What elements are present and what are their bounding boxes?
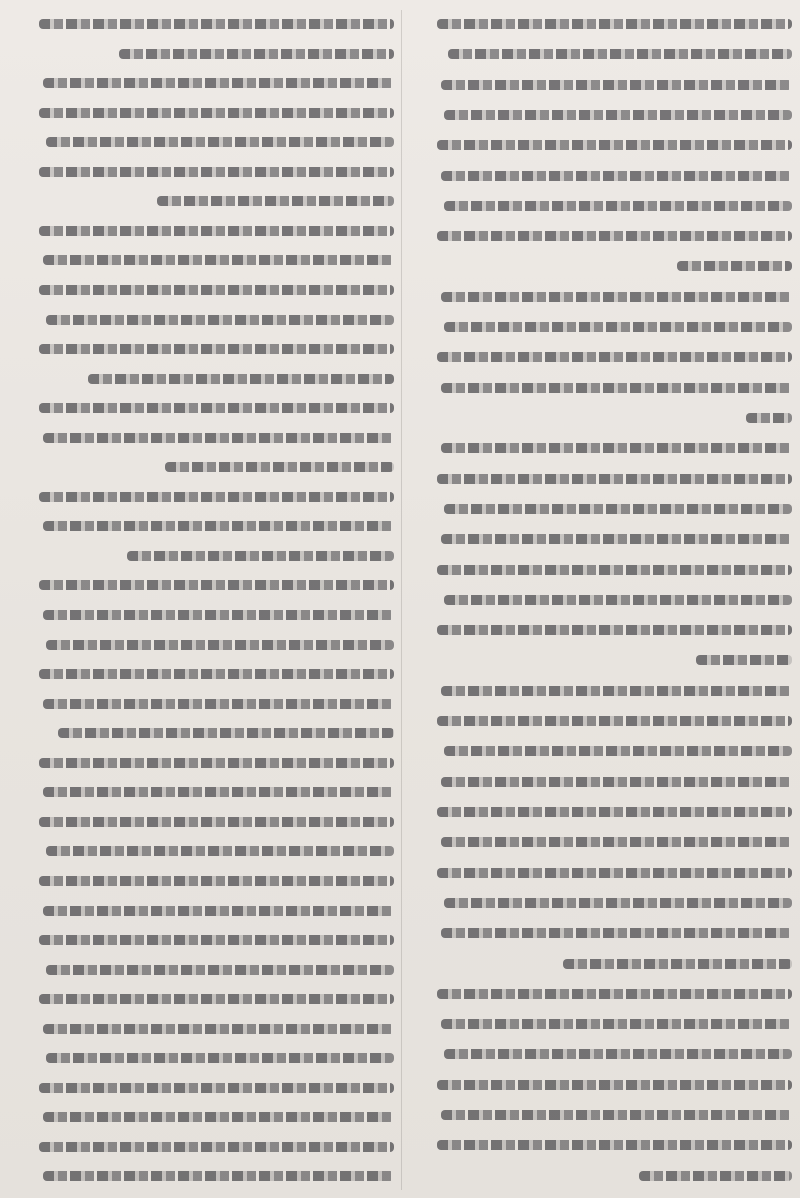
- text-line: [437, 220, 792, 249]
- column-divider: [401, 10, 402, 1190]
- text-column-right: [404, 0, 798, 1198]
- text-line-glyphs: [437, 19, 792, 29]
- text-line: [437, 614, 792, 643]
- text-line: [39, 1131, 394, 1160]
- text-line-glyphs: [441, 171, 792, 181]
- text-line: [119, 38, 394, 67]
- text-line-glyphs: [444, 1049, 792, 1059]
- text-line-glyphs: [444, 201, 792, 211]
- text-line-glyphs: [43, 699, 394, 709]
- text-line-glyphs: [437, 625, 792, 635]
- text-line-glyphs: [39, 935, 394, 945]
- text-line: [437, 978, 792, 1007]
- text-line-glyphs: [441, 80, 792, 90]
- text-line: [441, 1099, 792, 1128]
- text-line-glyphs: [437, 140, 792, 150]
- text-line: [441, 372, 792, 401]
- text-line: [43, 776, 394, 805]
- text-line: [43, 1101, 394, 1130]
- text-line: [39, 924, 394, 953]
- text-line-glyphs: [444, 595, 792, 605]
- text-line-glyphs: [437, 716, 792, 726]
- text-line-glyphs: [441, 383, 792, 393]
- text-line-glyphs: [437, 474, 792, 484]
- text-line: [441, 766, 792, 795]
- text-line: [43, 1013, 394, 1042]
- text-line-glyphs: [39, 876, 394, 886]
- text-line: [165, 451, 394, 480]
- text-line: [39, 806, 394, 835]
- text-line: [39, 8, 394, 37]
- text-line: [43, 67, 394, 96]
- text-line: [444, 99, 792, 128]
- text-line: [43, 599, 394, 628]
- text-line: [437, 341, 792, 370]
- text-line: [441, 523, 792, 552]
- text-line-glyphs: [441, 686, 792, 696]
- text-line: [441, 675, 792, 704]
- text-line-glyphs: [437, 1080, 792, 1090]
- text-line-glyphs: [437, 989, 792, 999]
- text-line: [39, 983, 394, 1012]
- text-line-glyphs: [437, 807, 792, 817]
- text-line-glyphs: [437, 231, 792, 241]
- text-line: [39, 215, 394, 244]
- text-line-glyphs: [696, 655, 792, 665]
- text-line-glyphs: [437, 352, 792, 362]
- text-line-glyphs: [444, 898, 792, 908]
- text-line: [39, 392, 394, 421]
- text-line: [563, 948, 792, 977]
- text-line-glyphs: [441, 837, 792, 847]
- text-line: [58, 717, 394, 746]
- text-line: [43, 510, 394, 539]
- text-line-glyphs: [46, 640, 394, 650]
- text-line-glyphs: [39, 226, 394, 236]
- text-line: [39, 747, 394, 776]
- text-line: [448, 38, 792, 67]
- text-line-glyphs: [43, 1024, 394, 1034]
- text-line: [444, 311, 792, 340]
- text-line-glyphs: [127, 551, 394, 561]
- text-line-glyphs: [43, 787, 394, 797]
- text-line: [444, 493, 792, 522]
- text-line-glyphs: [165, 462, 394, 472]
- text-line-glyphs: [437, 868, 792, 878]
- text-line-glyphs: [441, 928, 792, 938]
- text-line-glyphs: [157, 196, 394, 206]
- text-line: [444, 735, 792, 764]
- text-line-glyphs: [437, 565, 792, 575]
- text-line: [639, 1160, 792, 1189]
- text-line-glyphs: [39, 167, 394, 177]
- text-line: [43, 1160, 394, 1189]
- text-line: [39, 97, 394, 126]
- text-line: [441, 917, 792, 946]
- text-line-glyphs: [39, 344, 394, 354]
- text-line-glyphs: [43, 255, 394, 265]
- text-line-glyphs: [39, 1083, 394, 1093]
- text-line: [46, 126, 394, 155]
- text-line: [696, 644, 792, 673]
- text-line: [39, 481, 394, 510]
- text-line-glyphs: [639, 1171, 792, 1181]
- text-line-glyphs: [441, 1019, 792, 1029]
- text-line: [437, 796, 792, 825]
- text-line-glyphs: [444, 322, 792, 332]
- text-line-glyphs: [46, 315, 394, 325]
- text-line: [437, 857, 792, 886]
- text-line-glyphs: [441, 534, 792, 544]
- text-line-glyphs: [563, 959, 792, 969]
- text-line-glyphs: [46, 1053, 394, 1063]
- text-line: [437, 705, 792, 734]
- text-line-glyphs: [119, 49, 394, 59]
- text-column-left: [6, 0, 400, 1198]
- text-line-glyphs: [43, 78, 394, 88]
- text-line: [444, 1038, 792, 1067]
- text-line-glyphs: [58, 728, 394, 738]
- text-line: [441, 69, 792, 98]
- text-line-glyphs: [39, 403, 394, 413]
- text-line: [39, 1072, 394, 1101]
- text-line: [441, 826, 792, 855]
- text-line: [88, 363, 394, 392]
- text-line-glyphs: [39, 19, 394, 29]
- text-line-glyphs: [444, 504, 792, 514]
- text-line-glyphs: [39, 108, 394, 118]
- text-line-glyphs: [43, 433, 394, 443]
- text-line: [437, 1129, 792, 1158]
- text-line: [441, 281, 792, 310]
- text-line: [39, 156, 394, 185]
- text-line-glyphs: [39, 492, 394, 502]
- text-line-glyphs: [746, 413, 792, 423]
- text-line: [746, 402, 792, 431]
- text-line: [46, 954, 394, 983]
- text-line-glyphs: [444, 746, 792, 756]
- text-line-glyphs: [448, 49, 792, 59]
- text-line-glyphs: [441, 292, 792, 302]
- text-line-glyphs: [43, 1112, 394, 1122]
- text-line: [43, 244, 394, 273]
- text-line: [43, 422, 394, 451]
- text-line-glyphs: [39, 580, 394, 590]
- text-line-glyphs: [437, 1140, 792, 1150]
- text-line: [43, 688, 394, 717]
- text-line-glyphs: [39, 285, 394, 295]
- text-line-glyphs: [46, 965, 394, 975]
- text-line: [157, 185, 394, 214]
- text-line-glyphs: [43, 1171, 394, 1181]
- text-line: [441, 432, 792, 461]
- text-line-glyphs: [46, 846, 394, 856]
- text-line: [437, 463, 792, 492]
- text-line: [437, 1069, 792, 1098]
- text-line-glyphs: [39, 1142, 394, 1152]
- text-line: [39, 569, 394, 598]
- text-line-glyphs: [88, 374, 394, 384]
- text-line: [43, 895, 394, 924]
- text-line-glyphs: [39, 758, 394, 768]
- text-line-glyphs: [46, 137, 394, 147]
- text-line-glyphs: [43, 906, 394, 916]
- text-line-glyphs: [43, 521, 394, 531]
- text-line: [46, 1042, 394, 1071]
- text-line-glyphs: [441, 777, 792, 787]
- text-line-glyphs: [444, 110, 792, 120]
- text-line-glyphs: [43, 610, 394, 620]
- text-line: [437, 8, 792, 37]
- text-line: [39, 333, 394, 362]
- text-line: [444, 584, 792, 613]
- text-line: [437, 554, 792, 583]
- text-line-glyphs: [441, 443, 792, 453]
- text-line: [444, 190, 792, 219]
- text-line: [39, 274, 394, 303]
- text-line: [441, 1008, 792, 1037]
- text-line: [677, 250, 792, 279]
- text-line: [39, 865, 394, 894]
- text-line-glyphs: [441, 1110, 792, 1120]
- text-line: [46, 304, 394, 333]
- text-line: [441, 160, 792, 189]
- text-line: [127, 540, 394, 569]
- text-line: [437, 129, 792, 158]
- text-line: [444, 887, 792, 916]
- text-line-glyphs: [677, 261, 792, 271]
- text-line-glyphs: [39, 817, 394, 827]
- text-line-glyphs: [39, 669, 394, 679]
- text-line: [46, 835, 394, 864]
- text-line: [39, 658, 394, 687]
- text-line: [46, 629, 394, 658]
- text-line-glyphs: [39, 994, 394, 1004]
